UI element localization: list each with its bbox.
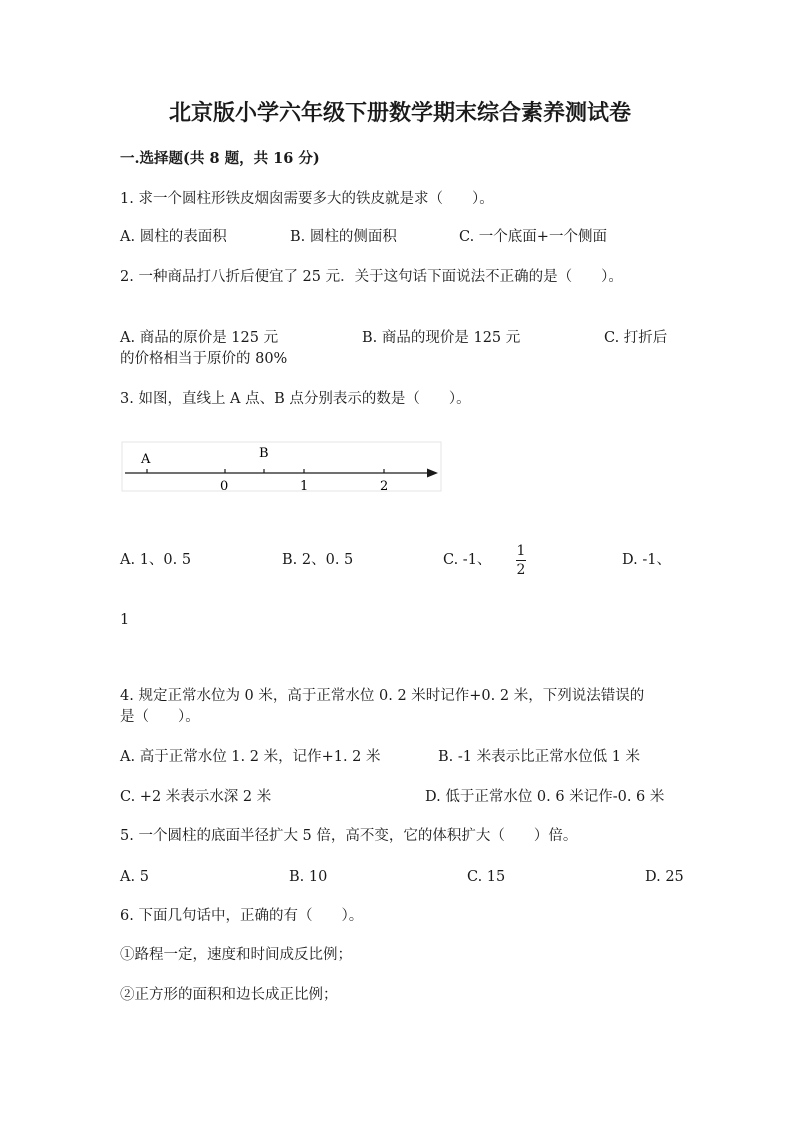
question-3-option-d-continued: 1 (120, 612, 130, 628)
number-line-arrow-icon (427, 469, 438, 478)
tick-label-0: 0 (220, 479, 229, 494)
figure-frame (122, 442, 441, 491)
question-2-option-c: C. 打折后 (604, 330, 668, 346)
question-1-stem: 1. 求一个圆柱形铁皮烟囱需要多大的铁皮就是求（ ）。 (120, 191, 494, 207)
question-3-option-c-fraction (514, 543, 528, 578)
question-4-option-a: A. 高于正常水位 1. 2 米，记作+1. 2 米 (120, 749, 381, 765)
question-5-option-c: C. 15 (467, 869, 506, 885)
question-1-option-b: B. 圆柱的侧面积 (290, 229, 397, 245)
question-4-option-c: C. +2 米表示水深 2 米 (120, 789, 272, 805)
question-2-option-b: B. 商品的现价是 125 元 (362, 330, 521, 346)
page-title: 北京版小学六年级下册数学期末综合素养测试卷 (168, 100, 631, 126)
question-3-option-d: D. -1、 (622, 552, 671, 568)
question-2-option-c-continued: 的价格相当于原价的 80% (120, 351, 288, 367)
tick-label-1: 1 (300, 479, 309, 494)
question-6-statement-2: ②正方形的面积和边长成正比例； (120, 987, 338, 1003)
number-line-figure (120, 440, 444, 494)
question-5-option-d: D. 25 (645, 869, 684, 885)
section-heading: 一.选择题(共 8 题，共 16 分) (120, 150, 320, 167)
question-3-option-c: C. -1、 (443, 552, 492, 568)
question-6-stem: 6. 下面几句话中，正确的有（ ）。 (120, 908, 364, 924)
question-3-stem: 3. 如图，直线上 A 点、B 点分别表示的数是（ ）。 (120, 391, 471, 407)
question-5-stem: 5. 一个圆柱的底面半径扩大 5 倍，高不变，它的体积扩大（ ）倍。 (120, 828, 578, 844)
question-4-stem-continued: 是（ ）。 (120, 709, 200, 725)
point-label-a: A (141, 452, 151, 467)
question-5-option-a: A. 5 (120, 869, 149, 885)
question-3-option-a: A. 1、0. 5 (120, 552, 192, 568)
question-1-option-c: C. 一个底面+一个侧面 (459, 229, 607, 245)
question-3-option-b: B. 2、0. 5 (282, 552, 354, 568)
question-4-option-d: D. 低于正常水位 0. 6 米记作-0. 6 米 (425, 789, 665, 805)
question-4-stem: 4. 规定正常水位为 0 米，高于正常水位 0. 2 米时记作+0. 2 米，下列说法错误的 (120, 688, 645, 704)
fraction-numerator: 1 (516, 543, 526, 559)
question-2-stem: 2. 一种商品打八折后便宜了 25 元．关于这句话下面说法不正确的是（ ）。 (120, 269, 623, 285)
question-6-statement-1: ①路程一定，速度和时间成反比例； (120, 947, 352, 963)
fraction-bar (516, 560, 526, 561)
question-1-option-a: A. 圆柱的表面积 (120, 229, 227, 245)
question-2-option-a: A. 商品的原价是 125 元 (120, 330, 279, 346)
question-4-option-b: B. -1 米表示比正常水位低 1 米 (438, 749, 641, 765)
tick-label-2: 2 (380, 479, 389, 494)
fraction-denominator: 2 (516, 562, 526, 578)
point-label-b: B (259, 446, 269, 461)
question-5-option-b: B. 10 (289, 869, 328, 885)
